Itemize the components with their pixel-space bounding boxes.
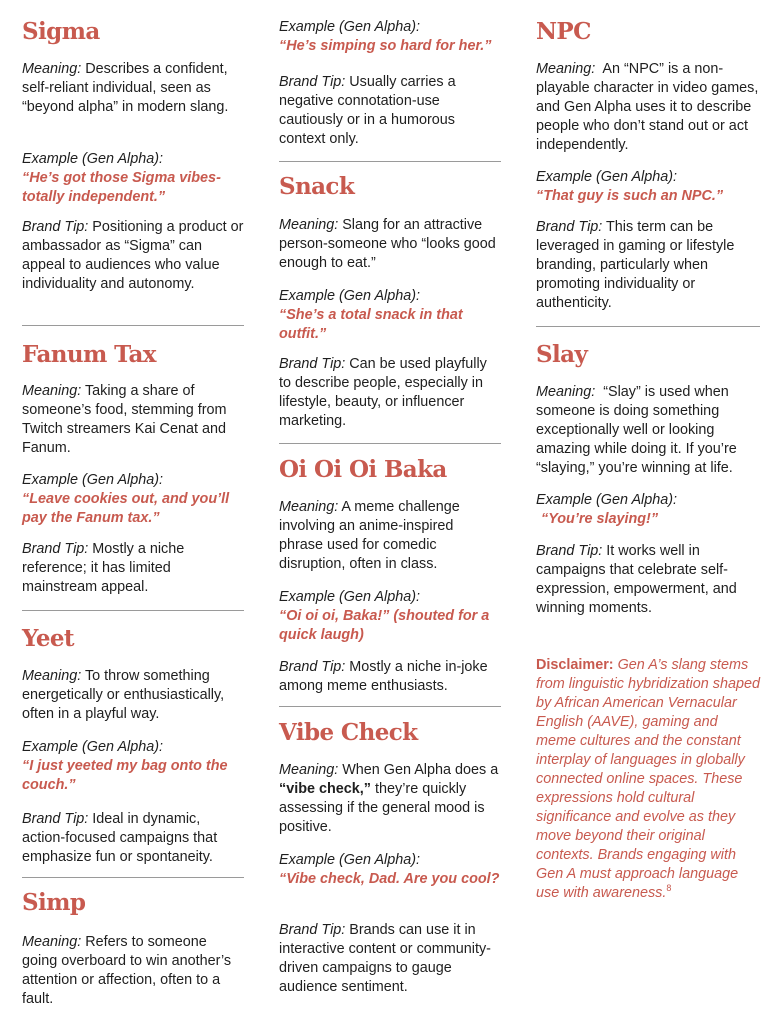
brand-tip-value: Can be used playfully to describe people, especially in lifestyle, beauty, or influencer marketing. (279, 356, 487, 429)
meaning-value: Describes a confident, self-reliant individual, seen as “beyond alpha” in modern slang. (22, 61, 229, 115)
brand-tip-label: Brand Tip: (279, 659, 346, 675)
term-title: Sigma (22, 18, 100, 45)
brand-tip-text (22, 810, 244, 867)
example-quote: “I just yeeted my bag onto the couch.” (22, 758, 228, 793)
meaning-emphasis: “vibe check,” (279, 781, 371, 797)
meaning-value: An “NPC” is a non-playable character in video games, and Gen Alpha uses it to describe people who don’t stand out or act independently. (536, 61, 759, 153)
term-title: Snack (279, 173, 355, 200)
brand-tip-text (279, 658, 501, 696)
example-label: Example (Gen Alpha): (22, 472, 164, 488)
brand-tip-label: Brand Tip: (22, 811, 89, 827)
example-label: Example (Gen Alpha): (22, 151, 164, 167)
example-label: Example (Gen Alpha): (279, 852, 421, 868)
example-block (22, 150, 244, 207)
example-block (279, 18, 501, 56)
meaning-value: Taking a share of someone’s food, stemming from Twitch streamers Kai Cenat and Fanum. (22, 383, 227, 456)
divider (536, 326, 760, 327)
example-label: Example (Gen Alpha): (279, 589, 421, 605)
meaning-label: Meaning: (22, 934, 82, 950)
brand-tip-text (279, 921, 501, 997)
entry-sigma (22, 18, 244, 292)
example-quote: “He’s got those Sigma vibes-totally independent.” (22, 170, 221, 205)
brand-tip-label: Brand Tip: (22, 219, 89, 235)
brand-tip-label: Brand Tip: (279, 356, 346, 372)
example-label: Example (Gen Alpha): (22, 739, 164, 755)
brand-tip-value: Brands can use it in interactive content or community-driven campaigns to gauge audience sentiment. (279, 922, 491, 995)
meaning-label: Meaning: (279, 217, 339, 233)
meaning-text (279, 761, 501, 837)
example-quote: “Oi oi oi, Baka!” (shouted for a quick laugh) (279, 608, 490, 643)
meaning-label: Meaning: (279, 499, 339, 515)
brand-tip-value: Usually carries a negative connotation-use cautiously or in a humorous context only. (279, 74, 456, 147)
meaning-value: “Slay” is used when someone is doing something exceptionally well or looking amazing while doing it. If you’re “slaying,” you’re winning at life. (536, 384, 737, 476)
example-label: Example (Gen Alpha): (279, 19, 421, 35)
meaning-value: A meme challenge involving an anime-inspired phrase used for comedic disruption, often in class. (279, 499, 460, 572)
brand-tip-text (22, 540, 244, 597)
entry-fanum-tax (22, 341, 244, 595)
meaning-text (279, 216, 501, 273)
entry-vibe-check (279, 719, 501, 995)
meaning-text (22, 933, 244, 1009)
example-label: Example (Gen Alpha): (279, 288, 421, 304)
example-block (279, 851, 501, 889)
term-title: Vibe Check (279, 719, 418, 746)
brand-tip-value: Positioning a product or ambassador as “Sigma” can appeal to audiences who value individuality and autonomy. (22, 219, 244, 292)
brand-tip-text (279, 355, 501, 431)
meaning-label: Meaning: (279, 762, 339, 778)
divider (22, 877, 244, 878)
meaning-text (22, 382, 244, 458)
meaning-label: Meaning: (22, 383, 82, 399)
example-block (22, 738, 244, 795)
divider (22, 325, 244, 326)
term-title: NPC (536, 18, 591, 45)
meaning-value: To throw something energetically or enthusiastically, often in a playful way. (22, 668, 225, 722)
entry-npc (536, 18, 760, 311)
brand-tip-value: Mostly a niche in-joke among meme enthusiasts. (279, 659, 488, 694)
entry-oi-oi-oi-baka (279, 456, 501, 694)
brand-tip-label: Brand Tip: (279, 74, 346, 90)
brand-tip-text (22, 218, 244, 294)
brand-tip-value: Mostly a niche reference; it has limited mainstream appeal. (22, 541, 185, 595)
meaning-value: Slang for an attractive person-someone who “looks good enough to eat.” (279, 217, 496, 271)
disclaimer-text: Gen A’s slang stems from linguistic hybridization shaped by African American Vernacular English (AAVE), gaming and meme cultures and the constant interplay of languages in globally connected online spaces. These expressions hold cultural significance and evolve as they move beyond their original contexts. Brands engaging with Gen A must approach language use with awareness. (536, 657, 760, 901)
brand-tip-text (279, 73, 501, 149)
meaning-label: Meaning: (22, 668, 82, 684)
example-quote: “Leave cookies out, and you’ll pay the Fanum tax.” (22, 491, 230, 526)
meaning-label: Meaning: (536, 384, 596, 400)
example-block (279, 287, 501, 344)
example-label: Example (Gen Alpha): (536, 169, 678, 185)
brand-tip-value: It works well in campaigns that celebrate self-expression, empowerment, and winning moments. (536, 543, 737, 616)
disclaimer (536, 656, 760, 903)
example-quote: “That guy is such an NPC.” (536, 188, 724, 204)
divider (279, 706, 501, 707)
brand-tip-text (536, 542, 760, 618)
divider (279, 443, 501, 444)
footnote-marker: 8 (666, 883, 672, 894)
example-block (536, 491, 760, 529)
meaning-label: Meaning: (22, 61, 82, 77)
example-block (279, 588, 501, 645)
example-label: Example (Gen Alpha): (536, 492, 678, 508)
example-quote: “Vibe check, Dad. Are you cool? (279, 871, 500, 887)
term-title: Simp (22, 889, 86, 916)
brand-tip-label: Brand Tip: (279, 922, 346, 938)
disclaimer-label: Disclaimer: (536, 657, 614, 673)
brand-tip-label: Brand Tip: (536, 219, 603, 235)
meaning-text (22, 667, 244, 724)
example-quote: “He’s simping so hard for her.” (279, 38, 492, 54)
example-block (536, 168, 760, 206)
example-block (22, 471, 244, 528)
brand-tip-label: Brand Tip: (536, 543, 603, 559)
meaning-value: Refers to someone going overboard to win another’s attention or affection, often to a fault. (22, 934, 232, 1007)
brand-tip-label: Brand Tip: (22, 541, 89, 557)
divider (279, 161, 501, 162)
meaning-text (279, 498, 501, 574)
meaning-text (22, 60, 244, 117)
example-quote: “You’re slaying!” (541, 511, 659, 527)
meaning-value: When Gen Alpha does a (342, 762, 499, 778)
entry-simp (22, 889, 244, 1007)
entry-slay (536, 341, 760, 616)
meaning-label: Meaning: (536, 61, 596, 77)
meaning-text (536, 60, 760, 155)
meaning-text (536, 383, 760, 478)
example-quote: “She’s a total snack in that outfit.” (279, 307, 463, 342)
brand-tip-value: This term can be leveraged in gaming or lifestyle branding, particularly when promoting individuality or authenticity. (536, 219, 735, 311)
term-title: Yeet (22, 625, 74, 652)
term-title: Oi Oi Oi Baka (279, 456, 447, 483)
meaning-value-end: they’re quickly assessing if the general mood is positive. (279, 781, 485, 835)
brand-tip-text (536, 218, 760, 313)
entry-yeet (22, 625, 244, 865)
brand-tip-value: Ideal in dynamic, action-focused campaigns that emphasize fun or spontaneity. (22, 811, 218, 865)
entry-snack (279, 173, 501, 429)
divider (22, 610, 244, 611)
term-title: Slay (536, 341, 588, 368)
term-title: Fanum Tax (22, 341, 156, 368)
